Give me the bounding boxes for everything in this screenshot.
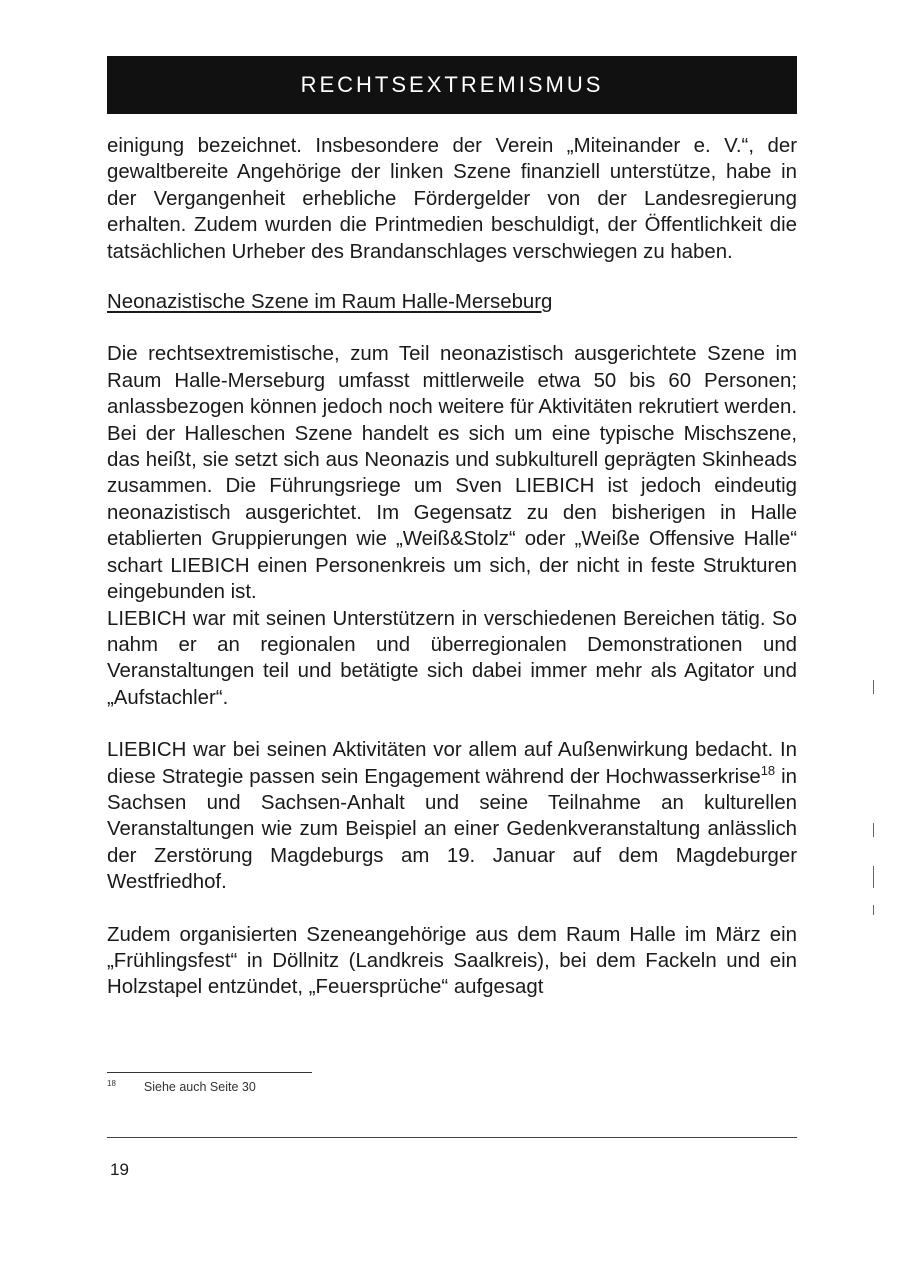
margin-mark [873, 866, 874, 888]
footnote-reference[interactable]: 18 [760, 762, 776, 778]
footnote-text: Siehe auch Seite 30 [143, 1080, 256, 1095]
paragraph-strategy-text-a: LIEBICH war bei seinen Aktivitäten vor allem auf Außenwirkung bedacht. In diese Strategie passen sein Engagement während der Hochwasserkrise [107, 739, 797, 788]
paragraph-intro: einigung bezeichnet. Insbesondere der Verein „Miteinander e. V.“, der gewaltbereite Angehörige der linken Szene finanziell unterstütze, habe in der Vergangenheit erhebliche Fördergelder von der Landesregierung erhalten. Zudem wurden die Printmedien beschuldigt, der Öffentlichkeit die tatsächlichen Urheber des Brandanschlages verschwiegen zu haben. [107, 135, 797, 263]
paragraph-liebich-activities: LIEBICH war mit seinen Unterstützern in verschiedenen Bereichen tätig. So nahm er an regionalen und überregionalen Demonstrationen und Veranstaltungen teil und betätigte sich dabei immer mehr als Agitator und „Aufstachler“. [107, 607, 797, 709]
margin-mark [873, 905, 874, 915]
paragraph-scene: Die rechtsextremistische, zum Teil neonazistisch ausgerichtete Szene im Raum Halle-Merseburg umfasst mittlerweile etwa 50 bis 60 Personen; anlassbezogen können jedoch noch weitere für Aktivitäten rekrutiert werden. Bei der Halleschen Szene handelt es sich um eine typische Mischszene, das heißt, sie setzt sich aus Neonazis und subkulturell geprägten Skinheads zusammen. Die Führungsriege um Sven LIEBICH ist jedoch eindeutig neonazistisch ausgerichtet. Im Gegensatz zu den bisherigen in Halle etablierten Gruppierungen wie „Weiß&Stolz“ oder „Weiße Offensive Halle“ schart LIEBICH einen Personenkreis um sich, der nicht in feste Strukturen eingebunden ist. [107, 343, 797, 604]
page-number: 19 [110, 1160, 129, 1179]
margin-mark [873, 680, 874, 694]
footnote-divider [107, 1072, 312, 1073]
margin-mark [873, 823, 874, 837]
footnote-number: 18 [107, 1079, 116, 1088]
footnote [107, 1079, 256, 1094]
paragraph-festival: Zudem organisierten Szeneangehörige aus dem Raum Halle im März ein „Frühlingsfest“ in Döllnitz (Landkreis Saalkreis), bei dem Fackeln und ein Holzstapel entzündet, „Feuersprüche“ aufgesagt [107, 923, 797, 999]
page-header-title: RECHTSEXTREMISMUS [300, 72, 604, 97]
footer-divider [107, 1137, 797, 1138]
section-heading: Neonazistische Szene im Raum Halle-Merseburg [107, 291, 553, 314]
paragraph-strategy [107, 737, 797, 895]
header-bar [107, 56, 797, 114]
page-body [107, 133, 797, 1001]
paragraph-strategy-text-b: in Sachsen und Sachsen-Anhalt und seine Teilnahme an kulturellen Veranstaltungen wie zum Beispiel an einer Gedenkveranstaltung anlässlich der Zerstörung Magdeburgs am 19. Januar auf dem Magdeburger Westfriedhof. [107, 765, 797, 894]
